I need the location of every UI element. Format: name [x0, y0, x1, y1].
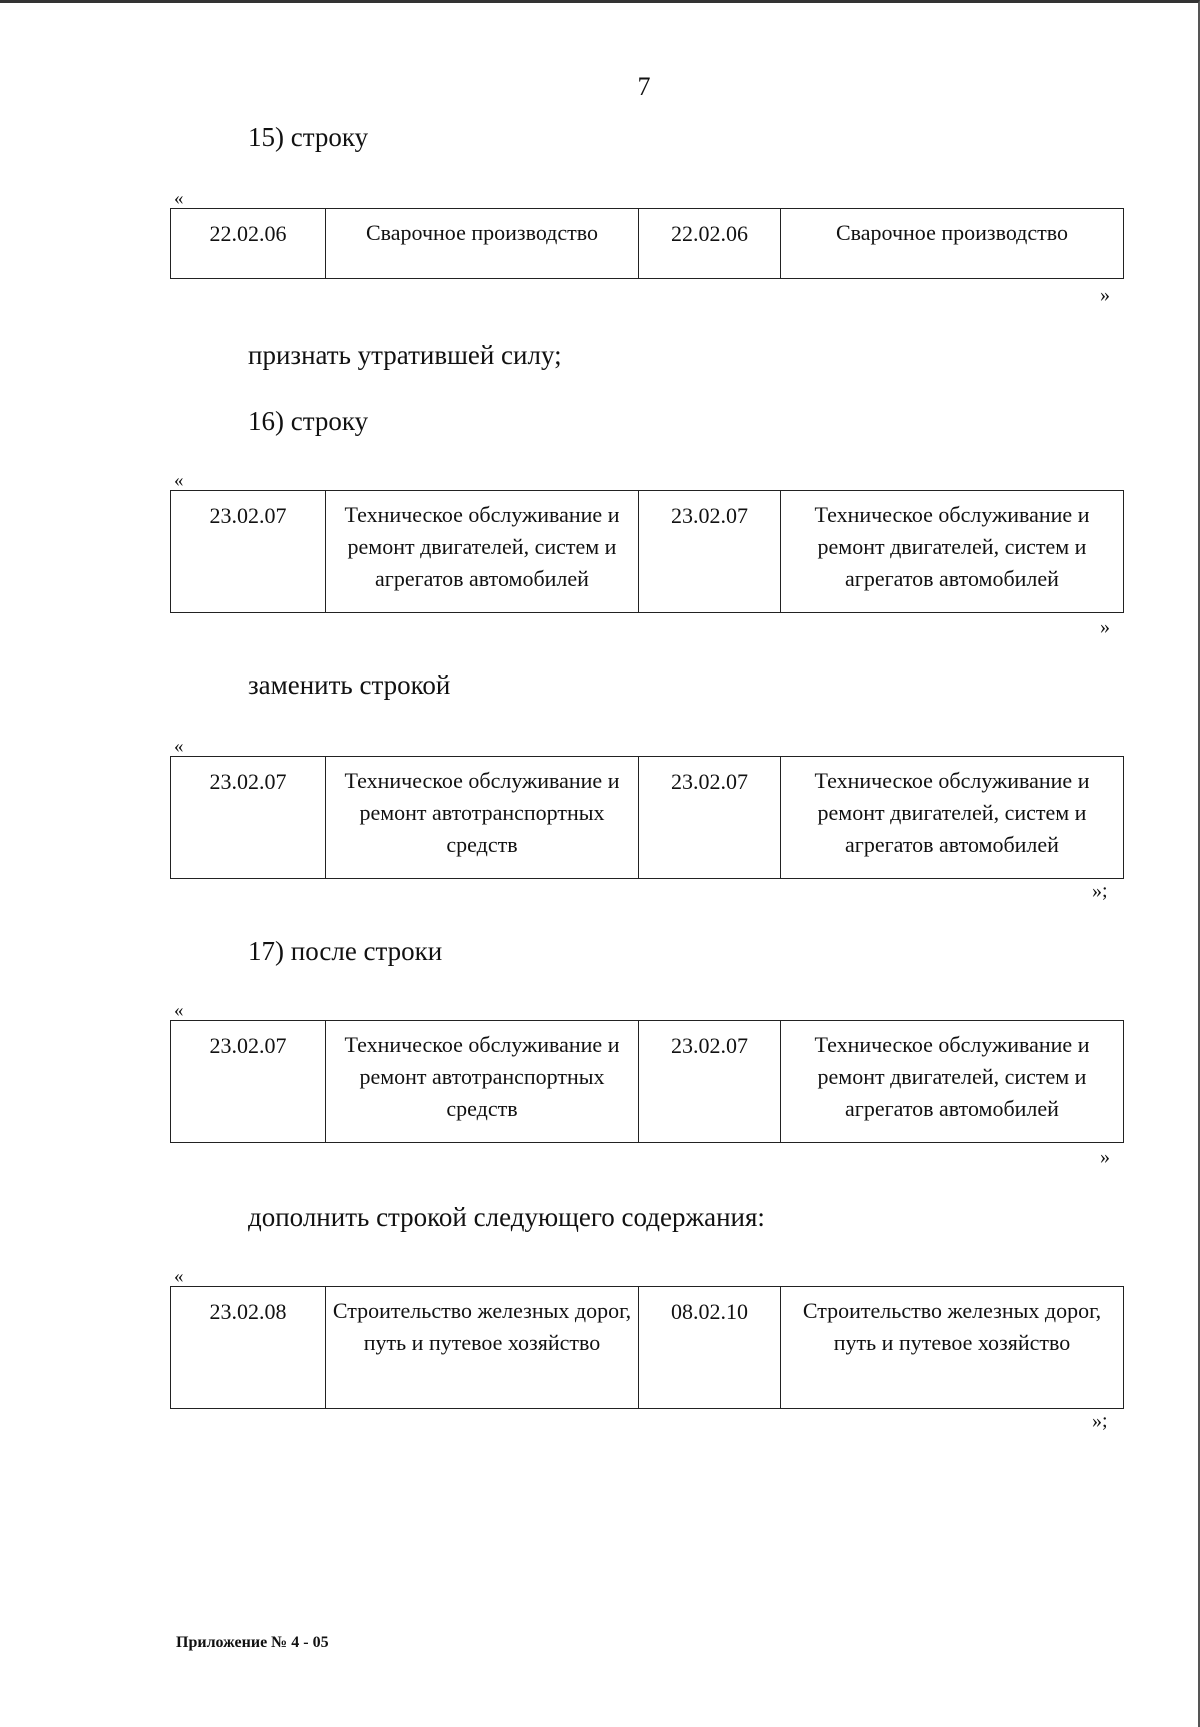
quote-open: « — [174, 1266, 184, 1287]
quote-close: » — [1100, 1146, 1110, 1168]
old-name-cell: Техническое обслуживание и ремонт двигателей, систем и агрегатов автомобилей — [326, 491, 639, 613]
old-code-cell: 23.02.07 — [171, 1021, 326, 1143]
quote-close: » — [1100, 616, 1110, 638]
old-code-cell: 23.02.07 — [171, 757, 326, 879]
table-item-17 — [170, 1020, 1124, 1143]
table-item-16 — [170, 490, 1124, 613]
new-name-cell: Техническое обслуживание и ремонт двигателей, систем и агрегатов автомобилей — [781, 491, 1124, 613]
old-code-cell: 23.02.08 — [171, 1287, 326, 1409]
table-row — [171, 757, 1124, 879]
new-name-cell: Техническое обслуживание и ремонт двигателей, систем и агрегатов автомобилей — [781, 757, 1124, 879]
new-code-cell: 22.02.06 — [639, 209, 781, 279]
table-item-15 — [170, 208, 1124, 279]
item-15-heading: 15) строку — [248, 122, 369, 152]
old-code-cell: 22.02.06 — [171, 209, 326, 279]
quote-close-semicolon: »; — [1092, 880, 1108, 902]
new-name-cell: Техническое обслуживание и ремонт двигателей, систем и агрегатов автомобилей — [781, 1021, 1124, 1143]
new-code-cell: 23.02.07 — [639, 757, 781, 879]
replace-text: заменить строкой — [248, 670, 451, 700]
table-row — [171, 491, 1124, 613]
new-code-cell: 08.02.10 — [639, 1287, 781, 1409]
quote-open: « — [174, 188, 184, 209]
old-name-cell: Техническое обслуживание и ремонт автотранспортных средств — [326, 757, 639, 879]
table-row — [171, 209, 1124, 279]
old-name-cell: Сварочное производство — [326, 209, 639, 279]
new-code-cell: 23.02.07 — [639, 1021, 781, 1143]
append-text: дополнить строкой следующего содержания: — [248, 1202, 765, 1232]
table-row — [171, 1287, 1124, 1409]
quote-open: « — [174, 736, 184, 757]
old-name-cell: Техническое обслуживание и ремонт автотранспортных средств — [326, 1021, 639, 1143]
repeal-text: признать утратившей силу; — [248, 340, 562, 370]
table-item-16-replacement — [170, 756, 1124, 879]
item-16-heading: 16) строку — [248, 406, 369, 436]
new-code-cell: 23.02.07 — [639, 491, 781, 613]
quote-close-semicolon: »; — [1092, 1410, 1108, 1432]
item-17-heading: 17) после строки — [248, 936, 443, 966]
page-number: 7 — [637, 72, 651, 101]
old-name-cell: Строительство железных дорог, путь и путевое хозяйство — [326, 1287, 639, 1409]
table-item-17-addition — [170, 1286, 1124, 1409]
new-name-cell: Сварочное производство — [781, 209, 1124, 279]
table-row — [171, 1021, 1124, 1143]
quote-close: » — [1100, 284, 1110, 306]
new-name-cell: Строительство железных дорог, путь и путевое хозяйство — [781, 1287, 1124, 1409]
quote-open: « — [174, 470, 184, 491]
quote-open: « — [174, 1000, 184, 1021]
footer-note: Приложение № 4 - 05 — [176, 1634, 329, 1651]
old-code-cell: 23.02.07 — [171, 491, 326, 613]
